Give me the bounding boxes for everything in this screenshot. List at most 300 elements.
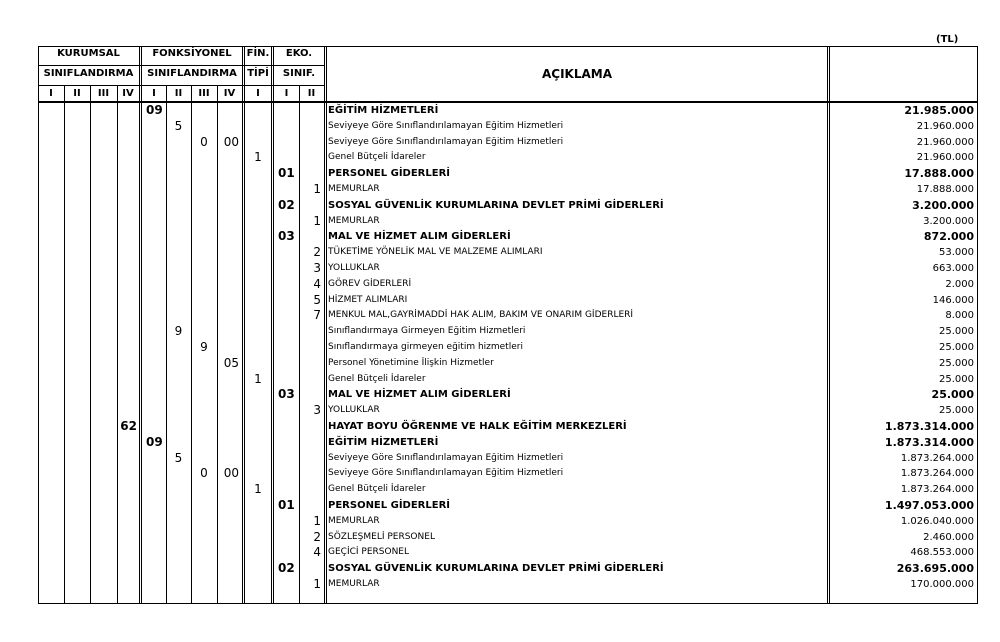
row-description: HAYAT BOYU ÖĞRENME VE HALK EĞİTİM MERKEZLERİ: [328, 421, 627, 432]
code-e2: [299, 419, 324, 435]
code-f2: 9: [174, 324, 183, 339]
header-aciklama: AÇIKLAMA: [541, 67, 613, 81]
code-f4: [217, 103, 242, 119]
table-row: [38, 466, 978, 482]
code-fin: 1: [254, 150, 262, 165]
code-e1: [274, 214, 299, 230]
code-f3: [191, 182, 217, 198]
code-fin: [245, 545, 271, 561]
code-f3: [191, 577, 217, 593]
code-f3: [191, 277, 217, 293]
code-f2: [166, 261, 191, 277]
code-k4: [117, 514, 139, 530]
code-e2: 4: [313, 276, 321, 291]
code-fin: [245, 514, 271, 530]
code-e1: [274, 356, 299, 372]
row-description: MAL VE HİZMET ALIM GİDERLERİ: [328, 231, 511, 243]
table-row: [38, 561, 978, 577]
row-description: Sınıflandırmaya girmeyen eğitim hizmetleri: [328, 342, 523, 352]
code-f4: [217, 372, 242, 388]
row-description: GÖREV GİDERLERİ: [328, 278, 412, 289]
code-e2: 3: [313, 261, 321, 275]
code-f2: [166, 103, 191, 119]
code-f1: [142, 214, 166, 230]
code-fin: [245, 561, 271, 577]
code-f3: [191, 419, 217, 435]
table-header: [38, 46, 978, 102]
code-fin: [245, 103, 271, 119]
row-description: GEÇİCİ PERSONEL: [328, 547, 409, 558]
header-fonksiyonel-sub: SINIFLANDIRMA: [147, 68, 237, 79]
row-amount: 25.000: [931, 388, 974, 402]
table-row: [38, 403, 978, 419]
row-amount: 25.000: [939, 326, 974, 338]
code-f3: [191, 198, 217, 214]
code-e1: [274, 119, 299, 135]
code-f3: [191, 150, 217, 166]
code-f3: [191, 119, 217, 135]
row-amount: 1.497.053.000: [884, 499, 974, 512]
code-f1: [142, 514, 166, 530]
code-fin: [245, 577, 271, 593]
row-description: EĞİTİM HİZMETLERİ: [328, 105, 439, 116]
code-f2: [166, 308, 191, 324]
row-amount: 1.026.040.000: [900, 515, 974, 527]
code-f3: [191, 308, 217, 324]
code-e2: [299, 229, 324, 245]
row-description: Personel Yönetimine İlişkin Hizmetler: [328, 357, 494, 368]
table-row: [38, 530, 978, 546]
code-e2: [299, 561, 324, 577]
code-e2: 7: [313, 308, 321, 323]
code-e2: [299, 166, 324, 182]
code-k4: [117, 103, 139, 119]
code-fin: [245, 214, 271, 230]
code-f3: [191, 403, 217, 419]
code-f2: [166, 482, 191, 498]
code-e1: [274, 182, 299, 198]
code-e1: 03: [278, 387, 295, 402]
code-e2: 1: [313, 513, 321, 528]
table-row: [38, 387, 978, 403]
code-f4: [217, 119, 242, 135]
code-f3: 0: [200, 134, 208, 149]
row-description: MAL VE HİZMET ALIM GİDERLERİ: [328, 389, 511, 401]
row-amount: 3.200.000: [912, 198, 974, 212]
code-fin: [245, 119, 271, 135]
code-f2: [166, 245, 191, 261]
level-f4: IV: [223, 88, 236, 99]
table-row: [38, 435, 978, 451]
code-e1: [274, 340, 299, 356]
row-description: Genel Bütçeli İdareler: [328, 152, 426, 163]
level-f3: III: [198, 88, 210, 99]
code-f3: 9: [200, 340, 208, 354]
code-f1: [142, 561, 166, 577]
code-e2: [299, 482, 324, 498]
code-fin: [245, 261, 271, 277]
row-description: EĞİTİM HİZMETLERİ: [328, 436, 439, 448]
code-f2: [166, 466, 191, 482]
code-e1: [274, 245, 299, 261]
header-kurumsal: KURUMSAL: [57, 48, 120, 59]
code-fin: [245, 166, 271, 182]
code-fin: [245, 451, 271, 467]
code-f4: [217, 182, 242, 198]
table-row: [38, 419, 978, 435]
code-f1: [142, 119, 166, 135]
code-f4: [217, 561, 242, 577]
code-f2: [166, 372, 191, 388]
code-f2: [166, 356, 191, 372]
row-description: PERSONEL GİDERLERİ: [328, 500, 451, 511]
code-e2: [299, 498, 324, 514]
level-k2: II: [73, 88, 81, 99]
code-e1: [274, 135, 299, 151]
table-row: [38, 324, 978, 340]
code-f1: 09: [146, 434, 163, 449]
code-k4: [117, 403, 139, 419]
code-fin: [245, 229, 271, 245]
row-amount: 170.000.000: [910, 579, 974, 590]
code-k4: [117, 214, 139, 230]
row-amount: 1.873.264.000: [900, 468, 974, 480]
header-eko-sub: SINIF.: [282, 68, 316, 79]
code-f1: [142, 308, 166, 324]
code-f1: [142, 340, 166, 356]
code-f3: [191, 166, 217, 182]
code-f3: [191, 435, 217, 451]
code-e2: [299, 466, 324, 482]
code-f4: [217, 308, 242, 324]
code-e1: [274, 545, 299, 561]
code-fin: [245, 308, 271, 324]
row-description: Genel Bütçeli İdareler: [328, 373, 426, 384]
row-description: TÜKETİME YÖNELİK MAL VE MALZEME ALIMLARI: [328, 247, 543, 258]
code-f1: [142, 545, 166, 561]
code-e1: [274, 435, 299, 451]
header-eko: EKO.: [285, 48, 313, 59]
row-amount: 25.000: [939, 373, 974, 385]
code-k4: [117, 466, 139, 482]
code-fin: [245, 277, 271, 293]
code-f4: [217, 498, 242, 514]
code-f2: [166, 419, 191, 435]
code-e1: [274, 451, 299, 467]
row-amount: 1.873.314.000: [884, 420, 974, 433]
table-row: [38, 166, 978, 182]
table-row: [38, 498, 978, 514]
code-f4: [217, 214, 242, 230]
code-fin: [245, 293, 271, 309]
code-fin: [245, 435, 271, 451]
code-e1: [274, 277, 299, 293]
row-description: Seviyeye Göre Sınıflandırılamayan Eğitim Hizmetleri: [328, 136, 564, 147]
row-description: SOSYAL GÜVENLİK KURUMLARINA DEVLET PRİMİ GİDERLERİ: [328, 563, 664, 575]
code-f2: [166, 530, 191, 546]
code-f4: [217, 277, 242, 293]
code-f3: [191, 530, 217, 546]
code-f4: [217, 324, 242, 340]
code-f3: [191, 451, 217, 467]
table-row: [38, 261, 978, 277]
code-k4: [117, 340, 139, 356]
code-e1: [274, 466, 299, 482]
code-f4: [217, 150, 242, 166]
code-f2: [166, 545, 191, 561]
table-row: [38, 340, 978, 356]
code-f4: 05: [223, 355, 239, 370]
code-e1: [274, 482, 299, 498]
level-e2: II: [307, 88, 316, 99]
code-fin: [245, 419, 271, 435]
header-fin: FİN.: [246, 48, 270, 59]
code-fin: [245, 324, 271, 340]
code-fin: [245, 466, 271, 482]
code-k4: [117, 482, 139, 498]
code-k4: [117, 261, 139, 277]
code-k4: [117, 435, 139, 451]
code-k4: [117, 245, 139, 261]
code-fin: 1: [254, 482, 262, 497]
row-amount: 25.000: [939, 405, 974, 417]
code-f2: [166, 150, 191, 166]
table-row: [38, 514, 978, 530]
code-f1: [142, 324, 166, 340]
row-description: SOSYAL GÜVENLİK KURUMLARINA DEVLET PRİMİ GİDERLERİ: [328, 199, 664, 211]
level-fin1: I: [256, 88, 260, 99]
code-f3: 0: [200, 466, 208, 481]
code-e2: [299, 103, 324, 119]
code-f1: [142, 451, 166, 467]
row-description: Seviyeye Göre Sınıflandırılamayan Eğitim Hizmetleri: [328, 120, 564, 131]
code-k4: [117, 545, 139, 561]
code-fin: [245, 340, 271, 356]
level-f1: I: [152, 88, 156, 99]
code-f4: [217, 340, 242, 356]
code-f4: [217, 419, 242, 435]
code-f3: [191, 261, 217, 277]
code-fin: [245, 135, 271, 151]
code-f1: [142, 229, 166, 245]
row-amount: 25.000: [939, 342, 974, 353]
table-row: [38, 103, 978, 119]
code-e1: [274, 293, 299, 309]
code-f1: [142, 198, 166, 214]
code-e1: 02: [278, 561, 295, 576]
row-description: Seviyeye Göre Sınıflandırılamayan Eğitim Hizmetleri: [328, 468, 564, 479]
table-row: [38, 577, 978, 593]
code-f2: [166, 214, 191, 230]
code-f1: [142, 135, 166, 151]
code-f1: [142, 419, 166, 435]
row-description: MEMURLAR: [328, 184, 380, 194]
code-e1: 03: [278, 229, 295, 244]
code-k4: [117, 577, 139, 593]
code-f3: [191, 514, 217, 530]
table-row: [38, 293, 978, 309]
code-f4: 00: [223, 466, 239, 481]
code-e2: [299, 198, 324, 214]
row-amount: 2.460.000: [923, 531, 974, 543]
header-fin-sub: TİPİ: [247, 68, 269, 79]
code-e1: [274, 514, 299, 530]
row-amount: 17.888.000: [916, 184, 974, 195]
table-row: [38, 119, 978, 135]
code-e2: [299, 372, 324, 388]
row-description: YOLLUKLAR: [328, 405, 380, 416]
code-k4: [117, 135, 139, 151]
row-amount: 21.960.000: [916, 152, 974, 164]
code-k4: [117, 498, 139, 514]
row-description: YOLLUKLAR: [328, 263, 380, 273]
code-e2: [299, 356, 324, 372]
code-f3: [191, 245, 217, 261]
code-f1: [142, 387, 166, 403]
code-f1: [142, 293, 166, 309]
code-k4: 62: [120, 419, 137, 433]
level-k3: III: [97, 88, 110, 99]
code-k4: [117, 387, 139, 403]
code-f2: [166, 435, 191, 451]
code-f3: [191, 356, 217, 372]
row-description: HİZMET ALIMLARI: [328, 294, 408, 305]
code-fin: [245, 182, 271, 198]
code-fin: [245, 198, 271, 214]
row-description: MEMURLAR: [328, 579, 380, 589]
code-k4: [117, 182, 139, 198]
code-e1: [274, 419, 299, 435]
table-row: [38, 198, 978, 214]
table-row: [38, 372, 978, 388]
row-amount: 25.000: [939, 357, 974, 369]
row-amount: 263.695.000: [896, 562, 974, 576]
code-f2: [166, 340, 191, 356]
code-e2: [299, 340, 324, 356]
currency-label: (TL): [936, 34, 959, 45]
code-f4: [217, 514, 242, 530]
level-e1: I: [284, 88, 289, 99]
code-k4: [117, 150, 139, 166]
code-e1: 01: [278, 498, 295, 512]
code-f3: [191, 324, 217, 340]
code-f1: [142, 245, 166, 261]
table-row: [38, 182, 978, 198]
code-e2: 1: [313, 213, 321, 228]
code-f3: [191, 498, 217, 514]
code-f3: [191, 482, 217, 498]
code-f2: [166, 403, 191, 419]
code-k4: [117, 166, 139, 182]
code-f2: [166, 387, 191, 403]
code-f2: [166, 166, 191, 182]
code-f4: [217, 530, 242, 546]
table-row: [38, 545, 978, 561]
code-e1: [274, 261, 299, 277]
code-f4: [217, 545, 242, 561]
code-e2: [299, 435, 324, 451]
code-k4: [117, 198, 139, 214]
code-k4: [117, 324, 139, 340]
code-f1: [142, 356, 166, 372]
code-k4: [117, 229, 139, 245]
code-e1: [274, 308, 299, 324]
code-e2: 2: [313, 529, 321, 544]
code-e2: [299, 387, 324, 403]
code-f2: [166, 514, 191, 530]
level-k1: I: [49, 88, 53, 99]
row-amount: 468.553.000: [910, 547, 974, 559]
code-e2: [299, 150, 324, 166]
code-e2: [299, 135, 324, 151]
table-row: [38, 277, 978, 293]
row-amount: 21.960.000: [916, 136, 974, 148]
code-fin: [245, 403, 271, 419]
code-f1: [142, 166, 166, 182]
code-e2: 1: [313, 182, 321, 196]
level-k4: IV: [122, 88, 134, 99]
level-f2: II: [174, 88, 183, 99]
code-f2: [166, 498, 191, 514]
code-f4: [217, 166, 242, 182]
code-f2: [166, 135, 191, 151]
row-amount: 1.873.314.000: [884, 435, 974, 449]
row-description: PERSONEL GİDERLERİ: [328, 168, 451, 180]
code-f2: 5: [174, 118, 183, 133]
row-amount: 8.000: [945, 310, 974, 322]
row-amount: 1.873.264.000: [900, 452, 974, 464]
row-description: MEMURLAR: [328, 215, 380, 226]
code-fin: [245, 530, 271, 546]
code-f2: [166, 229, 191, 245]
code-f1: [142, 261, 166, 277]
code-e2: 2: [313, 245, 321, 260]
code-e2: 3: [313, 403, 321, 418]
code-f1: [142, 372, 166, 388]
code-e2: 1: [313, 577, 321, 591]
code-f1: [142, 182, 166, 198]
table-row: [38, 482, 978, 498]
code-f4: 00: [223, 134, 239, 149]
code-e1: [274, 403, 299, 419]
code-f4: [217, 229, 242, 245]
table-row: [38, 451, 978, 467]
table-row: [38, 308, 978, 324]
code-f3: [191, 103, 217, 119]
row-amount: 663.000: [932, 263, 974, 274]
code-e2: [299, 119, 324, 135]
row-amount: 21.960.000: [916, 120, 974, 132]
row-description: Seviyeye Göre Sınıflandırılamayan Eğitim Hizmetleri: [328, 452, 564, 463]
code-f1: [142, 277, 166, 293]
code-e2: 4: [313, 545, 321, 560]
row-amount: 872.000: [923, 230, 974, 244]
code-f3: [191, 229, 217, 245]
table-row: [38, 135, 978, 151]
code-f3: [191, 214, 217, 230]
table-row: [38, 150, 978, 166]
table-row: [38, 245, 978, 261]
code-f1: [142, 403, 166, 419]
code-fin: [245, 356, 271, 372]
row-description: MEMURLAR: [328, 515, 380, 526]
code-f2: 5: [174, 450, 183, 465]
code-e1: [274, 530, 299, 546]
code-f1: [142, 530, 166, 546]
row-amount: 17.888.000: [904, 167, 974, 181]
row-description: Genel Bütçeli İdareler: [328, 484, 426, 495]
code-fin: [245, 387, 271, 403]
